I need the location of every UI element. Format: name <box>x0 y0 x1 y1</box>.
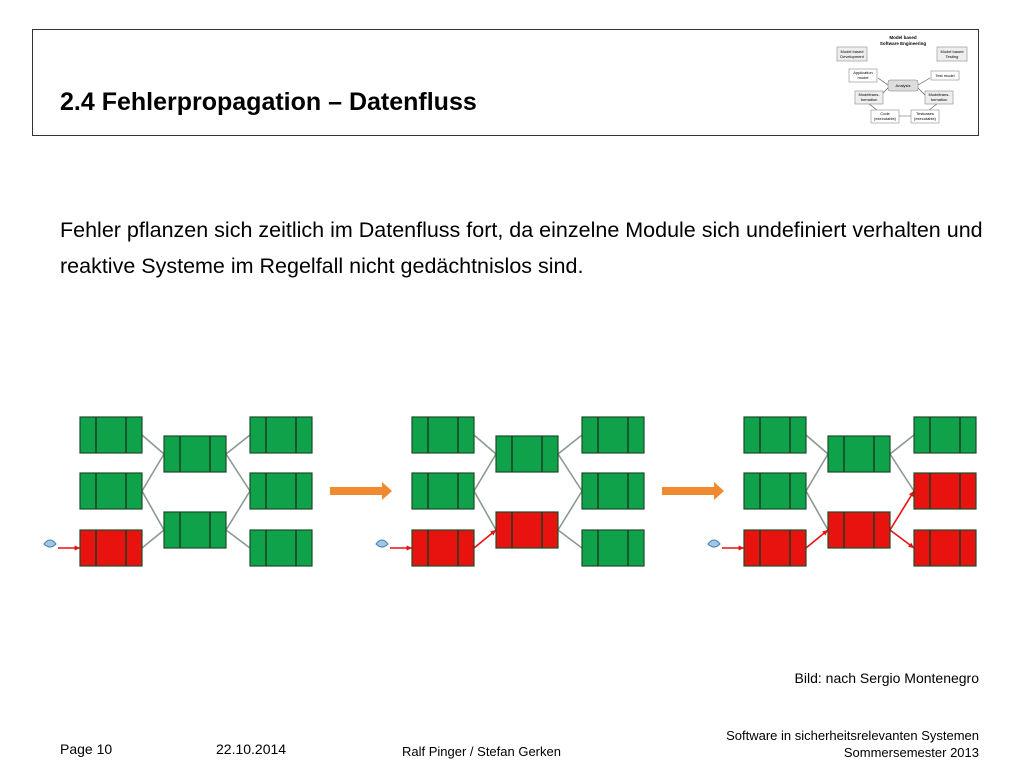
stage-1-right-module-2 <box>250 473 312 509</box>
mini-trans-right-2: formation <box>930 97 948 102</box>
mini-app-1: Application <box>853 70 873 75</box>
stage-2-left-module-2 <box>412 473 474 509</box>
mini-app-2: model <box>857 75 869 80</box>
footer-semester: Sommersemester 2013 <box>843 745 979 760</box>
slide-body-text: Fehler pflanzen sich zeitlich im Datenfluss fort, da einzelne Module sich undefiniert verhalten und reaktive Systeme im Regelfall nicht gedächtnislos sind. <box>60 218 983 278</box>
stage-2-link-out-2 <box>558 454 582 491</box>
stage-1-source-icon <box>44 540 56 547</box>
mini-trans-left-1: Modeltrans- <box>858 92 880 97</box>
footer-course <box>726 727 979 761</box>
stage-2-middle-module-2 <box>496 512 558 548</box>
stage-1-middle-module-1 <box>164 436 226 472</box>
stage-1-left-module-3 <box>80 530 142 566</box>
stage-2-link-out-4 <box>558 530 582 548</box>
footer-course-title: Software in sicherheitsrelevanten Systemen <box>726 728 979 743</box>
stage-2-right-module-3 <box>582 530 644 566</box>
stage-1-left-module-1 <box>80 417 142 453</box>
mini-dev-2: Development <box>840 54 864 59</box>
transition-arrow-1-head <box>382 482 392 500</box>
stage-3-input-arrow-head <box>739 545 744 550</box>
footer-date: 22.10.2014 <box>216 741 287 757</box>
transition-arrow-2-head <box>714 482 724 500</box>
mini-title-2: Software Engineering <box>879 41 927 46</box>
mini-code-1: Code <box>880 111 890 116</box>
mini-code-2: (executable) <box>873 116 897 121</box>
mini-analysis: Analysis <box>895 83 911 88</box>
stage-2-source-icon <box>376 540 388 547</box>
mini-testcases-2: (executable) <box>913 116 937 121</box>
stage-3-source-icon <box>708 540 720 547</box>
stage-3-link-out-3 <box>890 491 914 530</box>
stage-1-link-in-1 <box>142 435 164 454</box>
stage-1-right-module-3 <box>250 530 312 566</box>
stage-2-link-in-1 <box>474 435 496 454</box>
mini-trans-left-2: formation <box>860 97 878 102</box>
stage-2-link-in-2 <box>474 454 496 491</box>
stage-2-link-out-3 <box>558 491 582 530</box>
stage-2-link-in-3 <box>474 491 496 530</box>
stage-3-middle-module-1 <box>828 436 890 472</box>
transition-arrow-2 <box>662 487 716 495</box>
stage-3-middle-module-2 <box>828 512 890 548</box>
transition-arrow-1 <box>330 487 384 495</box>
stage-1-link-out-3 <box>226 491 250 530</box>
stage-2-input-arrow-head <box>407 545 412 550</box>
stage-3-link-in-2 <box>806 454 828 491</box>
stage-2-middle-module-1 <box>496 436 558 472</box>
image-credit: Bild: nach Sergio Montenegro <box>794 670 979 686</box>
stage-1-link-out-1 <box>226 435 250 454</box>
stage-2-left-module-1 <box>412 417 474 453</box>
stage-3-link-in-1 <box>806 435 828 454</box>
stage-1-left-module-2 <box>80 473 142 509</box>
mini-trans-right-1: Modeltrans- <box>928 92 950 97</box>
stage-1-link-in-4 <box>142 530 164 548</box>
stage-1-link-out-2 <box>226 454 250 491</box>
mini-dev-1: Model based <box>840 49 864 54</box>
stage-3-link-in-3 <box>806 491 828 530</box>
stage-3-right-module-2 <box>914 473 976 509</box>
stage-2-link-out-1 <box>558 435 582 454</box>
error-propagation-diagram <box>40 405 985 580</box>
stage-3-left-module-3 <box>744 530 806 566</box>
stage-3-link-out-1 <box>890 435 914 454</box>
stage-1-right-module-1 <box>250 417 312 453</box>
stage-2-right-module-2 <box>582 473 644 509</box>
stage-2-right-module-1 <box>582 417 644 453</box>
mini-test-1: Model based <box>940 49 964 54</box>
stage-3-link-out-2 <box>890 454 914 491</box>
stage-2-left-module-3 <box>412 530 474 566</box>
stage-1-input-arrow-head <box>75 545 80 550</box>
stage-3-right-module-1 <box>914 417 976 453</box>
mini-test-model: Test model <box>935 73 955 78</box>
slide-title: 2.4 Fehlerpropagation – Datenfluss <box>60 88 477 116</box>
stage-3-left-module-1 <box>744 417 806 453</box>
stage-1-link-in-3 <box>142 491 164 530</box>
stage-3-left-module-2 <box>744 473 806 509</box>
mini-test-2: Testing <box>945 54 959 59</box>
stage-1-middle-module-2 <box>164 512 226 548</box>
mini-title-1: Model based <box>889 35 917 40</box>
stage-1-link-out-4 <box>226 530 250 548</box>
footer-page-number: Page 10 <box>60 741 113 757</box>
mini-testcases-1: Testcases <box>916 111 934 116</box>
stage-3-right-module-3 <box>914 530 976 566</box>
stage-1-link-in-2 <box>142 454 164 491</box>
mbse-mini-diagram <box>833 33 973 133</box>
footer-authors: Ralf Pinger / Stefan Gerken <box>402 744 561 759</box>
